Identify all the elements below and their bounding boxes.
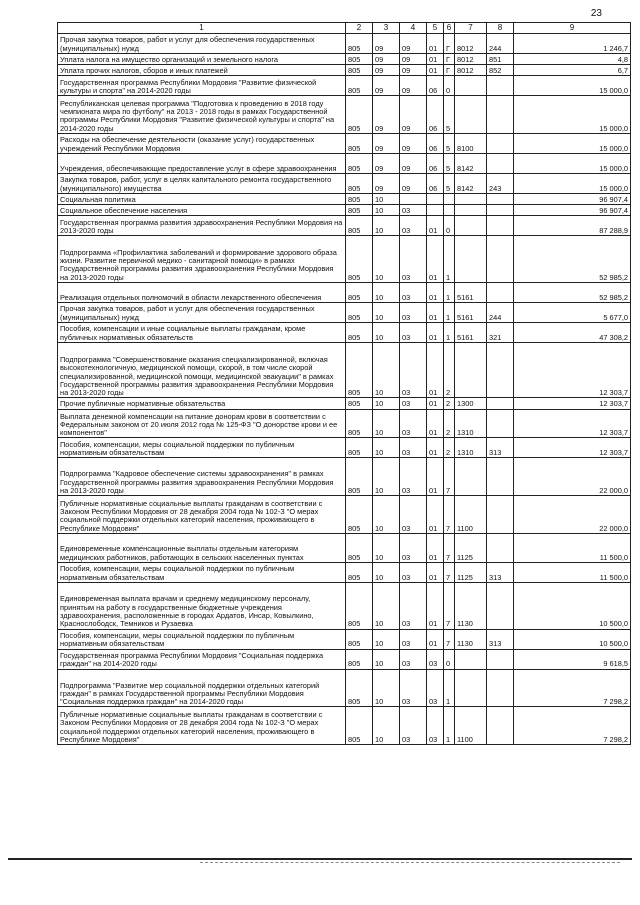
row-amount: 11 500,0 bbox=[514, 534, 631, 563]
row-expense-type bbox=[487, 282, 514, 302]
row-amount: 22 000,0 bbox=[514, 458, 631, 496]
row-program: 06 bbox=[427, 173, 444, 193]
row-name: Государственная программа Республики Мордовия "Социальная поддержка граждан" на 2014-2020 годы bbox=[58, 649, 346, 669]
row-subprogram: 1 bbox=[444, 282, 455, 302]
row-article: 8142 bbox=[455, 173, 487, 193]
row-program: 01 bbox=[427, 34, 444, 54]
row-ministry: 805 bbox=[346, 236, 373, 283]
row-expense-type bbox=[487, 205, 514, 216]
row-subprogram: 2 bbox=[444, 409, 455, 438]
row-article bbox=[455, 669, 487, 707]
table-row bbox=[58, 216, 631, 236]
row-subsection: 03 bbox=[400, 669, 427, 707]
row-subprogram: 1 bbox=[444, 707, 455, 745]
row-ministry: 805 bbox=[346, 205, 373, 216]
row-program: 01 bbox=[427, 236, 444, 283]
row-subprogram: 7 bbox=[444, 496, 455, 534]
row-subprogram: 2 bbox=[444, 398, 455, 409]
row-ministry: 805 bbox=[346, 438, 373, 458]
row-amount: 12 303,7 bbox=[514, 409, 631, 438]
row-ministry: 805 bbox=[346, 322, 373, 342]
row-amount: 1 246,7 bbox=[514, 34, 631, 54]
column-header: 9 bbox=[514, 23, 631, 34]
row-name: Государственная программа Республики Мордовия "Развитие физической культуры и спорта" на 2014-2020 годы bbox=[58, 76, 346, 96]
table-body bbox=[58, 34, 631, 745]
row-section: 09 bbox=[373, 96, 400, 134]
row-article: 1310 bbox=[455, 409, 487, 438]
row-section: 10 bbox=[373, 649, 400, 669]
row-name: Уплата налога на имущество организаций и земельного налога bbox=[58, 54, 346, 65]
row-subprogram: 0 bbox=[444, 649, 455, 669]
row-section: 10 bbox=[373, 707, 400, 745]
table-row bbox=[58, 96, 631, 134]
table-row bbox=[58, 65, 631, 76]
row-name: Подпрограмма "Развитие мер социальной поддержки отдельных категорий граждан" в рамках Государственной программы Республики Мордовия "Социальная поддержка граждан" на 2014-2020 годы bbox=[58, 669, 346, 707]
row-article: 8142 bbox=[455, 153, 487, 173]
row-name: Реализация отдельных полномочий в области лекарственного обеспечения bbox=[58, 282, 346, 302]
row-name: Прочие публичные нормативные обязательства bbox=[58, 398, 346, 409]
row-subsection: 03 bbox=[400, 707, 427, 745]
row-ministry: 805 bbox=[346, 398, 373, 409]
table-row bbox=[58, 342, 631, 398]
row-ministry: 805 bbox=[346, 76, 373, 96]
row-program: 06 bbox=[427, 133, 444, 153]
row-program: 01 bbox=[427, 438, 444, 458]
row-subsection: 09 bbox=[400, 65, 427, 76]
row-section: 10 bbox=[373, 236, 400, 283]
row-section: 09 bbox=[373, 76, 400, 96]
row-subsection: 03 bbox=[400, 438, 427, 458]
row-amount: 12 303,7 bbox=[514, 438, 631, 458]
row-ministry: 805 bbox=[346, 153, 373, 173]
row-name: Социальное обеспечение населения bbox=[58, 205, 346, 216]
row-section: 10 bbox=[373, 216, 400, 236]
row-ministry: 805 bbox=[346, 409, 373, 438]
row-subsection: 03 bbox=[400, 649, 427, 669]
row-article bbox=[455, 216, 487, 236]
row-name: Подпрограмма «Профилактика заболеваний и формирование здорового образа жизни. Развитие первичной медико - санитарной помощи» в рамках Государственной программы развития здравоохранения Республики Мордовия на 2013-2020 годы bbox=[58, 236, 346, 283]
row-name: Уплата прочих налогов, сборов и иных платежей bbox=[58, 65, 346, 76]
row-subsection: 03 bbox=[400, 398, 427, 409]
row-program: 01 bbox=[427, 216, 444, 236]
column-header: 8 bbox=[487, 23, 514, 34]
row-article: 1130 bbox=[455, 629, 487, 649]
row-amount: 87 288,9 bbox=[514, 216, 631, 236]
row-amount: 4,8 bbox=[514, 54, 631, 65]
row-subprogram: 7 bbox=[444, 534, 455, 563]
table-row bbox=[58, 34, 631, 54]
row-name: Пособия, компенсации, меры социальной поддержки по публичным нормативным обязательствам bbox=[58, 629, 346, 649]
row-article: 1310 bbox=[455, 438, 487, 458]
row-section: 10 bbox=[373, 582, 400, 629]
row-article: 8012 bbox=[455, 34, 487, 54]
table-row bbox=[58, 76, 631, 96]
row-amount: 47 308,2 bbox=[514, 322, 631, 342]
row-name: Подпрограмма "Кадровое обеспечение системы здравоохранения" в рамках Государственной программы развития здравоохранения Республики Мордовия на 2013-2020 годы bbox=[58, 458, 346, 496]
row-amount: 15 000,0 bbox=[514, 96, 631, 134]
row-section: 10 bbox=[373, 629, 400, 649]
row-article bbox=[455, 649, 487, 669]
row-article: 5161 bbox=[455, 322, 487, 342]
row-section: 10 bbox=[373, 322, 400, 342]
row-ministry: 805 bbox=[346, 216, 373, 236]
row-ministry: 805 bbox=[346, 649, 373, 669]
table-row bbox=[58, 534, 631, 563]
row-article bbox=[455, 96, 487, 134]
row-subprogram: 7 bbox=[444, 562, 455, 582]
row-expense-type bbox=[487, 649, 514, 669]
row-expense-type bbox=[487, 193, 514, 204]
row-name: Публичные нормативные социальные выплаты гражданам в соответствии с Законом Республики Мордовия от 28 декабря 2004 года № 102-З "О мерах социальной поддержки отдельных категорий населения, проживающего в Республике Мордовия" bbox=[58, 707, 346, 745]
row-program: 01 bbox=[427, 302, 444, 322]
row-name: Единовременная выплата врачам и среднему медицинскому персоналу, принятым на работу в государственные бюджетные учреждения здравоохранения, расположенные в городах Ардатов, Инсар, Ковылкино, Краснослободск, Темников и Рузаевка bbox=[58, 582, 346, 629]
row-subsection: 03 bbox=[400, 582, 427, 629]
row-subprogram: 1 bbox=[444, 302, 455, 322]
row-section: 10 bbox=[373, 302, 400, 322]
row-program: 01 bbox=[427, 342, 444, 398]
row-section: 10 bbox=[373, 669, 400, 707]
row-expense-type: 851 bbox=[487, 54, 514, 65]
row-subsection: 03 bbox=[400, 629, 427, 649]
row-expense-type bbox=[487, 398, 514, 409]
row-name: Единовременные компенсационные выплаты отдельным категориям медицинских работников, работающих в сельских населенных пунктах bbox=[58, 534, 346, 563]
row-amount: 22 000,0 bbox=[514, 496, 631, 534]
row-program: 01 bbox=[427, 629, 444, 649]
row-amount: 96 907,4 bbox=[514, 205, 631, 216]
row-expense-type bbox=[487, 458, 514, 496]
row-subsection: 09 bbox=[400, 34, 427, 54]
row-subprogram: Г bbox=[444, 54, 455, 65]
row-name: Республиканская целевая программа "Подготовка к проведению в 2018 году чемпионата мира по футболу" на 2013 - 2018 годы в рамках Государственной программы Республики Мордовия "Развитие физической культуры и спорта" на 2014-2020 годы bbox=[58, 96, 346, 134]
table-row bbox=[58, 669, 631, 707]
row-name: Пособия, компенсации и иные социальные выплаты гражданам, кроме публичных нормативных обязательств bbox=[58, 322, 346, 342]
row-expense-type bbox=[487, 342, 514, 398]
row-section: 10 bbox=[373, 205, 400, 216]
row-section: 10 bbox=[373, 398, 400, 409]
row-program: 01 bbox=[427, 409, 444, 438]
row-subprogram: 2 bbox=[444, 342, 455, 398]
column-header: 3 bbox=[373, 23, 400, 34]
row-expense-type: 313 bbox=[487, 629, 514, 649]
row-section: 09 bbox=[373, 133, 400, 153]
row-expense-type: 313 bbox=[487, 562, 514, 582]
row-article: 5161 bbox=[455, 302, 487, 322]
row-article: 8100 bbox=[455, 133, 487, 153]
row-name: Пособия, компенсации, меры социальной поддержки по публичным нормативным обязательствам bbox=[58, 438, 346, 458]
row-amount: 11 500,0 bbox=[514, 562, 631, 582]
row-article: 1100 bbox=[455, 496, 487, 534]
row-program: 06 bbox=[427, 153, 444, 173]
table-row bbox=[58, 398, 631, 409]
row-expense-type bbox=[487, 707, 514, 745]
row-subprogram: Г bbox=[444, 34, 455, 54]
row-section: 10 bbox=[373, 496, 400, 534]
row-amount: 52 985,2 bbox=[514, 282, 631, 302]
table-header-row bbox=[58, 23, 631, 34]
table-row bbox=[58, 236, 631, 283]
row-subsection: 03 bbox=[400, 496, 427, 534]
row-expense-type bbox=[487, 153, 514, 173]
row-expense-type bbox=[487, 133, 514, 153]
row-expense-type bbox=[487, 409, 514, 438]
row-amount: 7 298,2 bbox=[514, 669, 631, 707]
row-subprogram: 7 bbox=[444, 582, 455, 629]
row-program bbox=[427, 193, 444, 204]
table-row bbox=[58, 409, 631, 438]
row-subsection: 09 bbox=[400, 173, 427, 193]
row-program: 06 bbox=[427, 96, 444, 134]
row-section: 09 bbox=[373, 153, 400, 173]
row-amount: 52 985,2 bbox=[514, 236, 631, 283]
row-section: 10 bbox=[373, 342, 400, 398]
row-amount: 7 298,2 bbox=[514, 707, 631, 745]
row-subprogram: 5 bbox=[444, 96, 455, 134]
row-ministry: 805 bbox=[346, 173, 373, 193]
row-amount: 10 500,0 bbox=[514, 629, 631, 649]
row-amount: 15 000,0 bbox=[514, 173, 631, 193]
row-program: 03 bbox=[427, 707, 444, 745]
row-amount: 96 907,4 bbox=[514, 193, 631, 204]
table-row bbox=[58, 153, 631, 173]
row-ministry: 805 bbox=[346, 458, 373, 496]
row-expense-type: 313 bbox=[487, 438, 514, 458]
row-expense-type: 852 bbox=[487, 65, 514, 76]
row-expense-type bbox=[487, 534, 514, 563]
row-subsection: 03 bbox=[400, 534, 427, 563]
column-header: 5 bbox=[427, 23, 444, 34]
row-subprogram: 5 bbox=[444, 153, 455, 173]
column-header: 7 bbox=[455, 23, 487, 34]
row-program: 03 bbox=[427, 649, 444, 669]
row-name: Расходы на обеспечение деятельности (оказание услуг) государственных учреждений Республики Мордовия bbox=[58, 133, 346, 153]
column-header: 4 bbox=[400, 23, 427, 34]
row-program: 01 bbox=[427, 398, 444, 409]
row-program: 01 bbox=[427, 582, 444, 629]
row-section: 09 bbox=[373, 34, 400, 54]
table-row bbox=[58, 707, 631, 745]
row-article: 8012 bbox=[455, 65, 487, 76]
row-ministry: 805 bbox=[346, 54, 373, 65]
row-subsection: 03 bbox=[400, 216, 427, 236]
column-header: 2 bbox=[346, 23, 373, 34]
row-subsection: 03 bbox=[400, 562, 427, 582]
row-expense-type: 243 bbox=[487, 173, 514, 193]
row-program: 01 bbox=[427, 458, 444, 496]
row-section: 10 bbox=[373, 534, 400, 563]
row-name: Пособия, компенсации, меры социальной поддержки по публичным нормативным обязательствам bbox=[58, 562, 346, 582]
row-subprogram: 0 bbox=[444, 76, 455, 96]
row-ministry: 805 bbox=[346, 193, 373, 204]
row-ministry: 805 bbox=[346, 342, 373, 398]
row-subprogram: 0 bbox=[444, 216, 455, 236]
row-expense-type: 321 bbox=[487, 322, 514, 342]
row-amount: 5 677,0 bbox=[514, 302, 631, 322]
row-article: 5161 bbox=[455, 282, 487, 302]
table-row bbox=[58, 649, 631, 669]
table-row bbox=[58, 438, 631, 458]
row-expense-type bbox=[487, 496, 514, 534]
row-section: 10 bbox=[373, 562, 400, 582]
row-amount: 12 303,7 bbox=[514, 342, 631, 398]
row-section: 10 bbox=[373, 193, 400, 204]
table-row bbox=[58, 205, 631, 216]
row-article: 1125 bbox=[455, 562, 487, 582]
row-subprogram: 1 bbox=[444, 236, 455, 283]
row-subsection: 03 bbox=[400, 236, 427, 283]
row-program: 01 bbox=[427, 54, 444, 65]
row-name: Прочая закупка товаров, работ и услуг для обеспечения государственных (муниципальных) нужд bbox=[58, 302, 346, 322]
row-subprogram: 7 bbox=[444, 629, 455, 649]
row-subsection: 03 bbox=[400, 205, 427, 216]
row-section: 09 bbox=[373, 173, 400, 193]
row-name: Социальная политика bbox=[58, 193, 346, 204]
row-expense-type: 244 bbox=[487, 302, 514, 322]
row-article bbox=[455, 76, 487, 96]
table-row bbox=[58, 582, 631, 629]
row-expense-type bbox=[487, 96, 514, 134]
table-row bbox=[58, 193, 631, 204]
row-ministry: 805 bbox=[346, 65, 373, 76]
row-ministry: 805 bbox=[346, 534, 373, 563]
row-name: Выплата денежной компенсации на питание донорам крови в соответствии с Федеральным законом от 20 июля 2012 года № 125-ФЗ "О донорстве крови и ее компонентов" bbox=[58, 409, 346, 438]
row-article bbox=[455, 342, 487, 398]
row-amount: 9 618,5 bbox=[514, 649, 631, 669]
row-subprogram: 7 bbox=[444, 458, 455, 496]
row-program bbox=[427, 205, 444, 216]
row-subsection: 03 bbox=[400, 282, 427, 302]
table-row bbox=[58, 322, 631, 342]
row-expense-type bbox=[487, 669, 514, 707]
row-section: 10 bbox=[373, 438, 400, 458]
row-ministry: 805 bbox=[346, 562, 373, 582]
row-article bbox=[455, 458, 487, 496]
row-article bbox=[455, 205, 487, 216]
row-ministry: 805 bbox=[346, 669, 373, 707]
row-program: 01 bbox=[427, 562, 444, 582]
row-amount: 15 000,0 bbox=[514, 76, 631, 96]
row-ministry: 805 bbox=[346, 282, 373, 302]
row-subsection: 09 bbox=[400, 76, 427, 96]
row-ministry: 805 bbox=[346, 496, 373, 534]
row-amount: 15 000,0 bbox=[514, 133, 631, 153]
row-name: Подпрограмма "Совершенствование оказания специализированной, включая высокотехнологичную, медицинской помощи, скорой, в том числе скорой специализированной, медицинской помощи, медицинской эвакуации" в рамках Государственной программы развития здравоохранения Республики Мордовия на 2013-2020 годы bbox=[58, 342, 346, 398]
column-header: 1 bbox=[58, 23, 346, 34]
row-article bbox=[455, 236, 487, 283]
row-ministry: 805 bbox=[346, 582, 373, 629]
row-name: Учреждения, обеспечивающие предоставление услуг в сфере здравоохранения bbox=[58, 153, 346, 173]
footer-rule bbox=[8, 858, 632, 860]
row-subsection: 09 bbox=[400, 153, 427, 173]
row-subprogram bbox=[444, 193, 455, 204]
table-row bbox=[58, 458, 631, 496]
row-amount: 6,7 bbox=[514, 65, 631, 76]
row-subsection bbox=[400, 193, 427, 204]
row-name: Прочая закупка товаров, работ и услуг для обеспечения государственных (муниципальных) нужд bbox=[58, 34, 346, 54]
row-expense-type: 244 bbox=[487, 34, 514, 54]
budget-table bbox=[57, 22, 631, 745]
row-subsection: 03 bbox=[400, 409, 427, 438]
row-subsection: 03 bbox=[400, 458, 427, 496]
row-ministry: 805 bbox=[346, 133, 373, 153]
row-expense-type bbox=[487, 236, 514, 283]
row-section: 09 bbox=[373, 65, 400, 76]
row-program: 01 bbox=[427, 282, 444, 302]
row-program: 01 bbox=[427, 496, 444, 534]
row-section: 10 bbox=[373, 282, 400, 302]
row-amount: 10 500,0 bbox=[514, 582, 631, 629]
page-number: 23 bbox=[590, 8, 602, 19]
row-article: 8012 bbox=[455, 54, 487, 65]
table-row bbox=[58, 282, 631, 302]
table-row bbox=[58, 562, 631, 582]
row-program: 01 bbox=[427, 65, 444, 76]
row-name: Государственная программа развития здравоохранения Республики Мордовия на 2013-2020 годы bbox=[58, 216, 346, 236]
row-amount: 12 303,7 bbox=[514, 398, 631, 409]
row-program: 03 bbox=[427, 669, 444, 707]
row-program: 01 bbox=[427, 534, 444, 563]
row-subsection: 03 bbox=[400, 322, 427, 342]
row-subprogram: 2 bbox=[444, 438, 455, 458]
column-header: 6 bbox=[444, 23, 455, 34]
row-expense-type bbox=[487, 216, 514, 236]
row-subsection: 09 bbox=[400, 96, 427, 134]
row-expense-type bbox=[487, 76, 514, 96]
table-row bbox=[58, 54, 631, 65]
row-program: 06 bbox=[427, 76, 444, 96]
row-amount: 15 000,0 bbox=[514, 153, 631, 173]
row-article: 1130 bbox=[455, 582, 487, 629]
row-subprogram: 1 bbox=[444, 669, 455, 707]
row-subprogram bbox=[444, 205, 455, 216]
row-name: Публичные нормативные социальные выплаты гражданам в соответствии с Законом Республики Мордовия от 28 декабря 2004 года № 102-З "О мерах социальной поддержки отдельных категорий населения, проживающего в Республике Мордовия" bbox=[58, 496, 346, 534]
row-name: Закупка товаров, работ, услуг в целях капитального ремонта государственного (муниципального) имущества bbox=[58, 173, 346, 193]
footer-dashed-rule bbox=[200, 862, 620, 863]
row-section: 10 bbox=[373, 409, 400, 438]
row-subsection: 09 bbox=[400, 133, 427, 153]
table-row bbox=[58, 629, 631, 649]
row-section: 10 bbox=[373, 458, 400, 496]
row-article bbox=[455, 193, 487, 204]
row-subprogram: Г bbox=[444, 65, 455, 76]
table-row bbox=[58, 133, 631, 153]
row-subsection: 09 bbox=[400, 54, 427, 65]
row-section: 09 bbox=[373, 54, 400, 65]
row-subprogram: 5 bbox=[444, 173, 455, 193]
row-subsection: 03 bbox=[400, 302, 427, 322]
row-ministry: 805 bbox=[346, 707, 373, 745]
row-program: 01 bbox=[427, 322, 444, 342]
row-ministry: 805 bbox=[346, 302, 373, 322]
table-row bbox=[58, 496, 631, 534]
row-expense-type bbox=[487, 582, 514, 629]
row-article: 1100 bbox=[455, 707, 487, 745]
row-ministry: 805 bbox=[346, 34, 373, 54]
row-ministry: 805 bbox=[346, 629, 373, 649]
table-row bbox=[58, 302, 631, 322]
row-subprogram: 5 bbox=[444, 133, 455, 153]
row-article: 1125 bbox=[455, 534, 487, 563]
row-article: 1300 bbox=[455, 398, 487, 409]
table-row bbox=[58, 173, 631, 193]
row-subsection: 03 bbox=[400, 342, 427, 398]
row-subprogram: 1 bbox=[444, 322, 455, 342]
row-ministry: 805 bbox=[346, 96, 373, 134]
